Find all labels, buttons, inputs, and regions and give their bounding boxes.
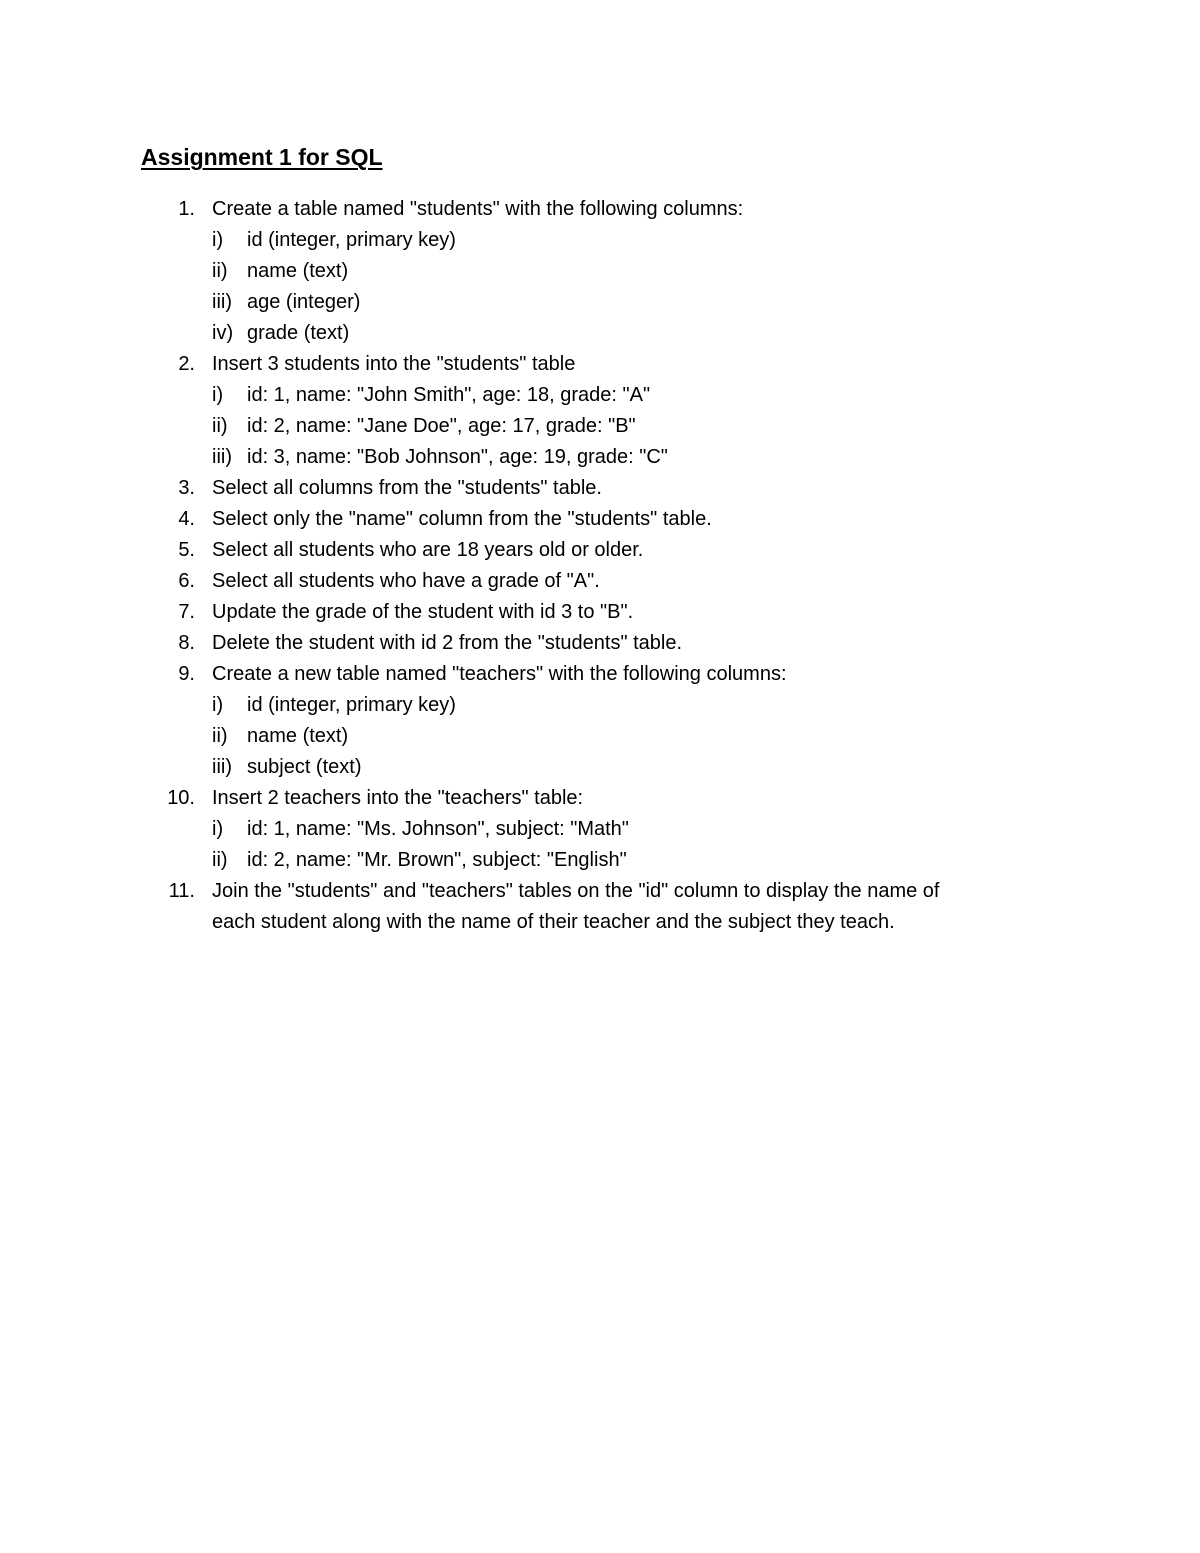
item-number: 7. xyxy=(178,601,195,623)
item-text: Update the grade of the student with id 3 to "B". xyxy=(212,601,634,623)
list-item-4 xyxy=(0,504,1200,535)
sub-item xyxy=(0,814,1200,845)
sub-item-number: i) xyxy=(212,229,224,251)
list-item-6 xyxy=(0,566,1200,597)
sub-item-number: iii) xyxy=(212,291,232,313)
item-text: Select only the "name" column from the "students" table. xyxy=(212,508,712,530)
sub-item-text: age (integer) xyxy=(247,291,361,313)
item-text: Join the "students" and "teachers" tables on the "id" column to display the name of xyxy=(212,880,940,902)
sub-item-number: ii) xyxy=(212,260,228,282)
list-item-10 xyxy=(0,783,1200,814)
sub-item xyxy=(0,225,1200,256)
sub-item xyxy=(0,845,1200,876)
sub-item-number: i) xyxy=(212,818,224,840)
sub-item xyxy=(0,690,1200,721)
item-number: 1. xyxy=(178,198,195,220)
list-item-3 xyxy=(0,473,1200,504)
sub-item-text: id: 1, name: "Ms. Johnson", subject: "Math" xyxy=(247,818,629,840)
sub-item-text: subject (text) xyxy=(247,756,362,778)
sub-item-number: iii) xyxy=(212,446,232,468)
list-item-7 xyxy=(0,597,1200,628)
sub-item-text: grade (text) xyxy=(247,322,350,344)
item-text: Insert 2 teachers into the "teachers" table: xyxy=(212,787,584,809)
sub-item xyxy=(0,318,1200,349)
item-number: 5. xyxy=(178,539,195,561)
list-item-9 xyxy=(0,659,1200,690)
item-number: 3. xyxy=(178,477,195,499)
list-item-1 xyxy=(0,194,1200,225)
sub-item xyxy=(0,256,1200,287)
item-number: 8. xyxy=(178,632,195,654)
item-number: 9. xyxy=(178,663,195,685)
sub-item-text: id (integer, primary key) xyxy=(247,229,456,251)
sub-item xyxy=(0,721,1200,752)
sub-item-number: i) xyxy=(212,694,224,716)
sub-item-text: id: 2, name: "Mr. Brown", subject: "English" xyxy=(247,849,627,871)
sub-item-text: id: 3, name: "Bob Johnson", age: 19, grade: "C" xyxy=(247,446,668,468)
list-item-2 xyxy=(0,349,1200,380)
list-item-11-continuation xyxy=(0,907,1200,938)
sub-item-text: id: 2, name: "Jane Doe", age: 17, grade: "B" xyxy=(247,415,636,437)
item-text: Create a table named "students" with the following columns: xyxy=(212,198,744,220)
item-text: Select all columns from the "students" table. xyxy=(212,477,602,499)
item-number: 4. xyxy=(178,508,195,530)
sub-item-number: i) xyxy=(212,384,224,406)
item-text: Delete the student with id 2 from the "students" table. xyxy=(212,632,683,654)
sub-item-text: name (text) xyxy=(247,725,349,747)
item-text: Select all students who have a grade of "A". xyxy=(212,570,600,592)
list-item-11 xyxy=(0,876,1200,907)
sub-item-text: name (text) xyxy=(247,260,349,282)
list-item-8 xyxy=(0,628,1200,659)
item-number: 11. xyxy=(168,880,195,902)
sub-item xyxy=(0,411,1200,442)
item-text: Select all students who are 18 years old or older. xyxy=(212,539,644,561)
sub-item-number: ii) xyxy=(212,849,228,871)
item-text-continuation: each student along with the name of their teacher and the subject they teach. xyxy=(212,911,895,933)
sub-item-number: iii) xyxy=(212,756,232,778)
sub-item-text: id: 1, name: "John Smith", age: 18, grade: "A" xyxy=(247,384,651,406)
sub-item xyxy=(0,287,1200,318)
document-title: Assignment 1 for SQL xyxy=(141,144,383,170)
item-number: 2. xyxy=(178,353,195,375)
sub-item-number: ii) xyxy=(212,725,228,747)
assignment-list xyxy=(0,194,1200,938)
sub-item xyxy=(0,380,1200,411)
sub-item-number: ii) xyxy=(212,415,228,437)
item-text: Insert 3 students into the "students" table xyxy=(212,353,576,375)
sub-item xyxy=(0,752,1200,783)
list-item-5 xyxy=(0,535,1200,566)
item-text: Create a new table named "teachers" with the following columns: xyxy=(212,663,787,685)
sub-item-number: iv) xyxy=(212,322,234,344)
item-number: 10. xyxy=(167,787,195,809)
sub-item xyxy=(0,442,1200,473)
item-number: 6. xyxy=(178,570,195,592)
sub-item-text: id (integer, primary key) xyxy=(247,694,456,716)
